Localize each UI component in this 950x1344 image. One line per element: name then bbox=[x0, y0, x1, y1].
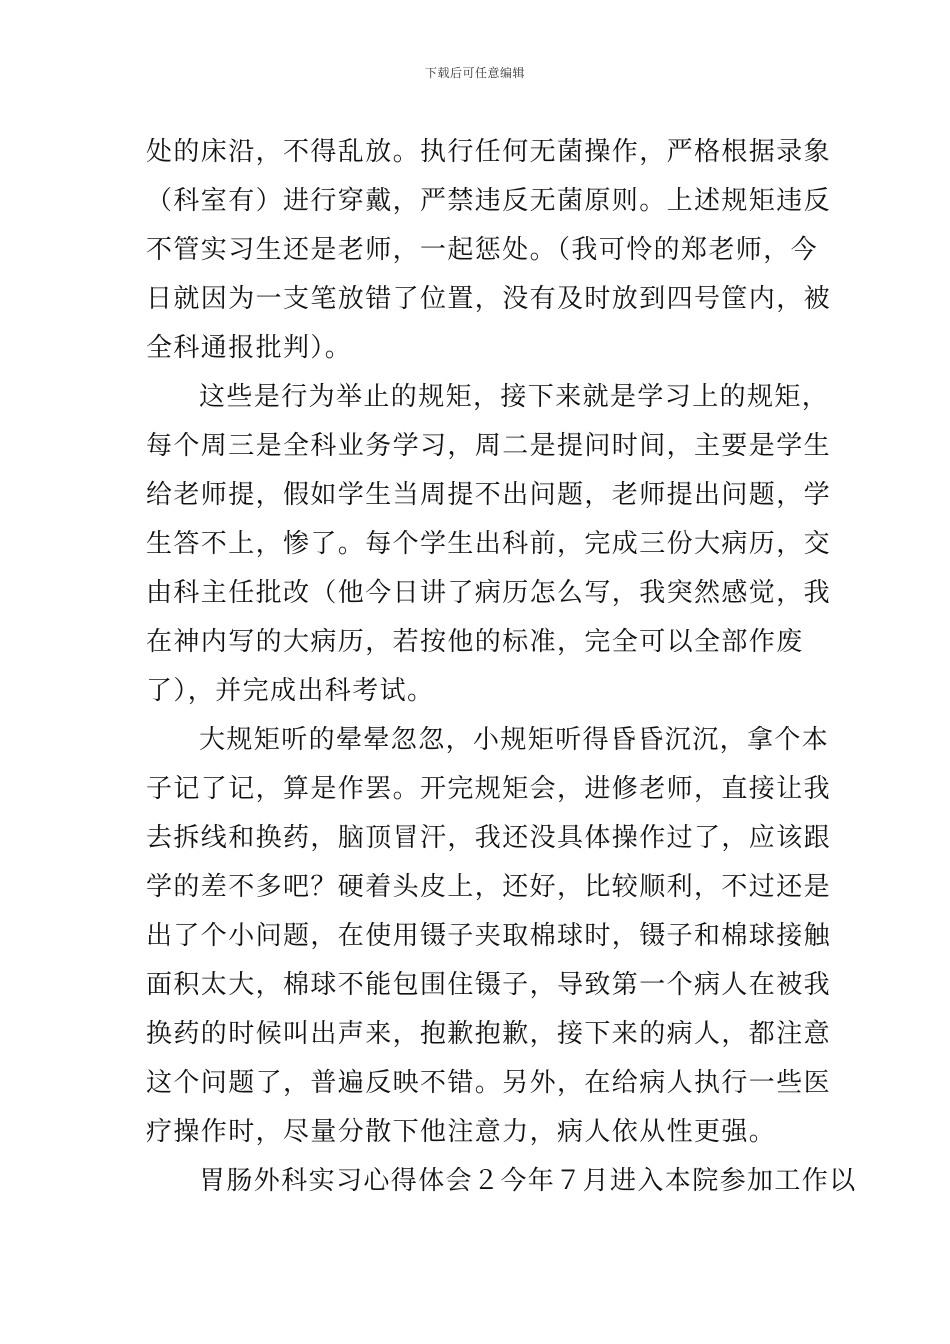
text-line: 了），并完成出科考试。 bbox=[146, 676, 435, 706]
paragraph-first-line: 这些是行为举止的规矩，接下来就是学习上的规矩， bbox=[199, 382, 830, 412]
paragraph-first-line: 胃肠外科实习心得体会２今年７月进入本院参加工作以 bbox=[199, 1166, 857, 1196]
text-line: 日就因为一支笔放错了位置，没有及时放到四号筐内，被 bbox=[146, 284, 832, 314]
text-line: 子记了记，算是作罢。开完规矩会，进修老师，直接让我 bbox=[146, 774, 832, 804]
text-line: 去拆线和换药，脑顶冒汗，我还没具体操作过了，应该跟 bbox=[146, 823, 832, 853]
text-line: 疗操作时，尽量分散下他注意力，病人依从性更强。 bbox=[146, 1117, 777, 1147]
text-line: 学的差不多吧？硬着头皮上，还好，比较顺利，不过还是 bbox=[146, 872, 832, 902]
text-line: 生答不上，惨了。每个学生出科前，完成三份大病历，交 bbox=[146, 529, 832, 559]
text-line: （科室有）进行穿戴，严禁违反无菌原则。上述规矩违反 bbox=[146, 186, 832, 216]
text-line: 全科通报批判）。 bbox=[146, 333, 353, 363]
text-line: 由科主任批改（他今日讲了病历怎么写，我突然感觉，我 bbox=[146, 578, 832, 608]
text-line: 处的床沿，不得乱放。执行任何无菌操作，严格根据录象 bbox=[146, 137, 832, 167]
paragraph-first-line: 大规矩听的晕晕忽忽，小规矩听得昏昏沉沉，拿个本 bbox=[199, 725, 830, 755]
text-line: 出了个小问题，在使用镊子夹取棉球时，镊子和棉球接触 bbox=[146, 921, 832, 951]
text-line: 这个问题了，普遍反映不错。另外，在给病人执行一些医 bbox=[146, 1068, 832, 1098]
text-line: 给老师提，假如学生当周提不出问题，老师提出问题，学 bbox=[146, 480, 832, 510]
text-line: 每个周三是全科业务学习，周二是提问时间，主要是学生 bbox=[146, 431, 832, 461]
page-header: 下载后可任意编辑 bbox=[424, 66, 525, 80]
text-line: 在神内写的大病历，若按他的标准，完全可以全部作废 bbox=[146, 627, 804, 657]
text-line: 面积太大，棉球不能包围住镊子，导致第一个病人在被我 bbox=[146, 970, 832, 1000]
text-line: 不管实习生还是老师，一起惩处。（我可怜的郑老师，今 bbox=[146, 235, 819, 265]
body-text bbox=[146, 128, 857, 1206]
text-line: 换药的时候叫出声来，抱歉抱歉，接下来的病人，都注意 bbox=[146, 1019, 832, 1049]
